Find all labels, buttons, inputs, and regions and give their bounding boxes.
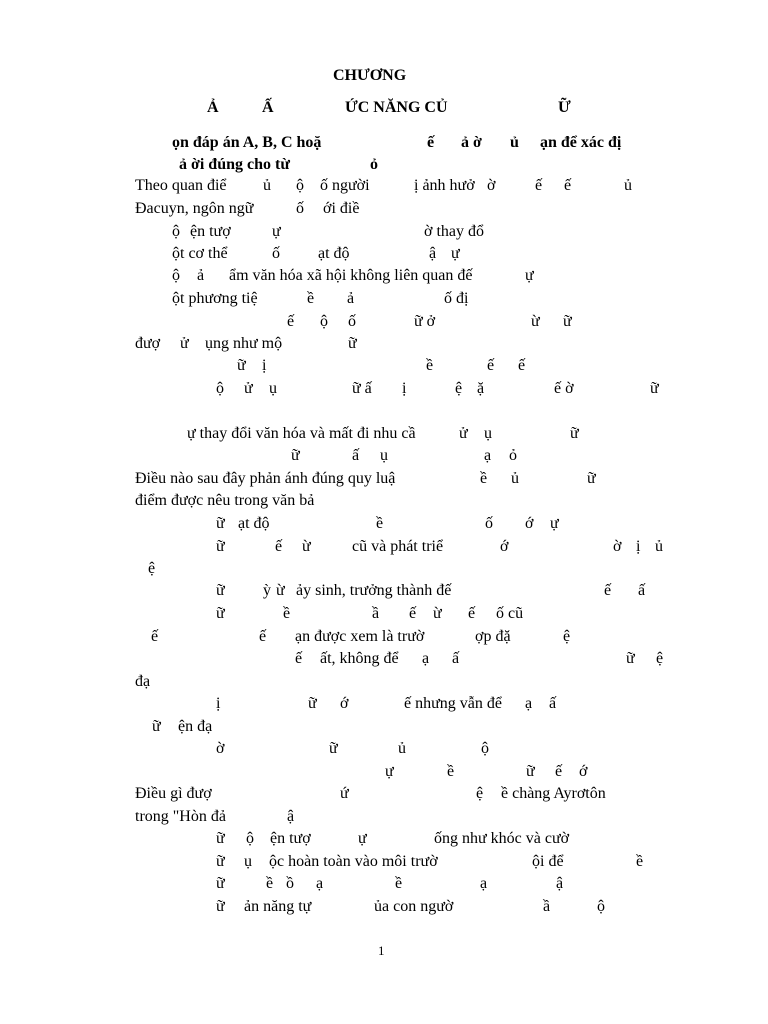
text-fragment: ả (197, 267, 205, 284)
text-fragment: ữ (570, 425, 579, 442)
text-fragment: ệ (563, 628, 571, 645)
text-fragment: ộ (216, 380, 224, 397)
text-fragment: Điều gì đượ (135, 785, 212, 802)
text-fragment: ện tượ (190, 223, 231, 240)
text-fragment: ế ờ (554, 380, 574, 397)
text-fragment: ừ (531, 313, 540, 330)
text-fragment: ữ (216, 830, 225, 847)
text-fragment: ậ (287, 808, 295, 825)
text-fragment: ảy sinh, trưởng thành đế (296, 582, 452, 599)
text-fragment: ện đạ (178, 718, 213, 735)
text-fragment: ế (468, 605, 476, 622)
text-fragment: ế (259, 628, 267, 645)
text-fragment: ế (151, 628, 159, 645)
text-fragment: đạ (135, 673, 151, 690)
text-fragment: ề (636, 853, 644, 870)
text-fragment: ố (296, 200, 304, 217)
text-fragment: ế (409, 605, 417, 622)
text-fragment: ống như khóc và cườ (434, 830, 570, 847)
text-fragment: ữ (526, 763, 535, 780)
text-fragment: ị (262, 357, 267, 374)
text-fragment: ỳ (263, 582, 271, 599)
text-fragment: ế (295, 650, 303, 667)
text-fragment: ớ (579, 763, 588, 780)
text-fragment: ự (358, 830, 367, 847)
text-fragment: ấ (549, 695, 557, 712)
text-fragment: ữ ở (414, 313, 436, 330)
text-fragment: ề (307, 290, 315, 307)
text-fragment: ủ (263, 177, 271, 194)
text-fragment: ự (550, 515, 559, 532)
text-fragment: ụ (380, 447, 388, 464)
text-fragment: ề (480, 470, 488, 487)
subtitle-fragment: ỨC NĂNG CỦ (345, 99, 448, 116)
text-fragment: ẩm văn hóa xã hội không liên quan đế (229, 267, 473, 284)
text-fragment: ị (216, 695, 221, 712)
text-fragment: ự (451, 245, 460, 262)
text-fragment: ệ (148, 560, 156, 577)
text-fragment: ộ (172, 267, 180, 284)
text-fragment: ế (487, 357, 495, 374)
text-fragment: ệ (476, 785, 484, 802)
text-fragment: ộ (296, 177, 304, 194)
text-fragment: ột phương tiệ (172, 290, 258, 307)
text-fragment: ộ (246, 830, 254, 847)
text-fragment: ữ (216, 605, 225, 622)
text-fragment: ố người (320, 177, 370, 194)
text-fragment: ạ (316, 875, 324, 892)
text-fragment: ộc hoàn toàn vào môi trườ (269, 853, 438, 870)
instruction-fragment: ỏ (370, 156, 378, 173)
text-fragment: ộ (597, 898, 605, 915)
text-fragment: ữ (650, 380, 659, 397)
text-fragment: ề (376, 515, 384, 532)
text-fragment: ờ thay đổ (424, 223, 485, 240)
text-fragment: ụng như mộ (205, 335, 283, 352)
text-fragment: ủ (624, 177, 632, 194)
text-fragment: ộ (320, 313, 328, 330)
text-fragment: Đacuyn, ngôn ngữ (135, 200, 254, 217)
text-fragment: ề (447, 763, 455, 780)
text-fragment: ữ (348, 335, 357, 352)
text-fragment: ả (347, 290, 355, 307)
text-fragment: ữ (563, 313, 572, 330)
text-fragment: ự (272, 223, 281, 240)
text-fragment: ề (395, 875, 403, 892)
text-fragment: ợp đặ (475, 628, 511, 645)
text-fragment: ột cơ thể (172, 245, 228, 262)
text-fragment: ồ (286, 875, 294, 892)
text-fragment: ản năng tự (244, 898, 312, 915)
text-fragment: ứ (340, 785, 349, 802)
text-fragment: ữ (216, 875, 225, 892)
text-fragment: ữ (152, 718, 161, 735)
text-fragment: ạ (422, 650, 430, 667)
text-fragment: ớ (500, 538, 509, 555)
text-fragment: ấ (638, 582, 646, 599)
text-fragment: ế (555, 763, 563, 780)
text-fragment: ụ (269, 380, 277, 397)
text-fragment: ụ (244, 853, 252, 870)
text-fragment: ờ (613, 538, 622, 555)
text-fragment: ữ (587, 470, 596, 487)
text-fragment: ộ (481, 740, 489, 757)
text-fragment: ế (564, 177, 572, 194)
text-fragment: ớ (340, 695, 349, 712)
text-fragment: ờ (216, 740, 225, 757)
text-fragment: ị (636, 538, 641, 555)
text-fragment: ề (426, 357, 434, 374)
text-fragment: ế nhưng vẫn để (404, 695, 502, 712)
text-fragment: ệ (656, 650, 664, 667)
text-fragment: ộ (172, 223, 180, 240)
text-fragment: ất, không để (320, 650, 399, 667)
subtitle-fragment: Ả (207, 99, 219, 116)
text-fragment: ữ (291, 447, 300, 464)
text-fragment: ạt độ (238, 515, 270, 532)
text-fragment: ử (244, 380, 253, 397)
text-fragment: ừ (433, 605, 442, 622)
text-fragment: ờ (487, 177, 496, 194)
text-fragment: ữ (329, 740, 338, 757)
text-fragment: ủ (655, 538, 663, 555)
text-fragment: ữ (216, 582, 225, 599)
text-fragment: ữ (216, 538, 225, 555)
text-fragment: ới điề (323, 200, 360, 217)
text-fragment: ừ (302, 538, 311, 555)
text-fragment: ữ (216, 898, 225, 915)
text-fragment: ề (266, 875, 274, 892)
subtitle-fragment: Ấ (262, 99, 274, 116)
text-fragment: ữ (237, 357, 246, 374)
instruction-fragment: ả ời đúng cho từ (179, 156, 290, 173)
text-fragment: ạ (484, 447, 492, 464)
text-fragment: ị (402, 380, 407, 397)
text-fragment: ế (518, 357, 526, 374)
text-fragment: ị ảnh hưở (414, 177, 475, 194)
text-fragment: ố (348, 313, 356, 330)
text-fragment: ạt độ (318, 245, 350, 262)
text-fragment: ố (485, 515, 493, 532)
text-fragment: ạ (525, 695, 533, 712)
text-fragment: ử (180, 335, 189, 352)
text-fragment: ự thay đổi văn hóa và mất đi nhu cầ (187, 425, 416, 442)
text-fragment: ố cũ (496, 605, 524, 622)
text-fragment: Điều nào sau đây phản ánh đúng quy luậ (135, 470, 396, 487)
instruction-fragment: ả ờ (461, 134, 482, 151)
text-fragment: cũ và phát triể (352, 538, 444, 555)
text-fragment: ỏ (509, 447, 517, 464)
text-fragment: ớ (525, 515, 534, 532)
text-fragment: ế (604, 582, 612, 599)
text-fragment: ậ (556, 875, 564, 892)
text-fragment: ạ (480, 875, 488, 892)
instruction-fragment: ế (427, 134, 435, 151)
text-fragment: Theo quan điể (135, 177, 227, 194)
text-fragment: ự (525, 267, 534, 284)
instruction-fragment: ọn đáp án A, B, C hoặ (172, 134, 322, 151)
text-fragment: ề chàng Ayrơtôn (501, 785, 606, 802)
text-fragment: ầ (543, 898, 551, 915)
text-fragment: ữ (308, 695, 317, 712)
text-fragment: ấ (452, 650, 460, 667)
text-fragment: ề (283, 605, 291, 622)
chapter-title: CHƯƠNG (333, 67, 407, 84)
text-fragment: ữ (216, 515, 225, 532)
text-fragment: ự (385, 763, 394, 780)
text-fragment: ử (459, 425, 468, 442)
text-fragment: đượ (135, 335, 161, 352)
text-fragment: ệ (455, 380, 463, 397)
text-fragment: ế (535, 177, 543, 194)
text-fragment: điểm được nêu trong văn bả (135, 492, 315, 509)
text-fragment: ủ (511, 470, 519, 487)
text-fragment: ữ (626, 650, 635, 667)
text-fragment: ặ (477, 380, 485, 397)
text-fragment: ố (272, 245, 280, 262)
text-fragment: ụ (484, 425, 492, 442)
text-fragment: ừ (276, 582, 285, 599)
text-fragment: ữ (216, 853, 225, 870)
text-fragment: ện tượ (270, 830, 311, 847)
text-fragment: ầ (372, 605, 380, 622)
text-fragment: ố đị (444, 290, 469, 307)
text-fragment: ội để (532, 853, 564, 870)
text-fragment: ủa con ngườ (374, 898, 454, 915)
text-fragment: ủ (398, 740, 406, 757)
instruction-fragment: ủ (510, 134, 519, 151)
text-fragment: ậ (429, 245, 437, 262)
instruction-fragment: ạn để xác đị (540, 134, 622, 151)
text-fragment: ế (287, 313, 295, 330)
text-fragment: ế (275, 538, 283, 555)
text-fragment: ấ (352, 447, 360, 464)
text-fragment: ữ ấ (352, 380, 372, 397)
page-number: 1 (378, 943, 385, 958)
subtitle-fragment: Ữ (558, 99, 571, 116)
text-fragment: trong "Hòn đả (135, 808, 226, 825)
text-fragment: ạn được xem là trườ (295, 628, 425, 645)
